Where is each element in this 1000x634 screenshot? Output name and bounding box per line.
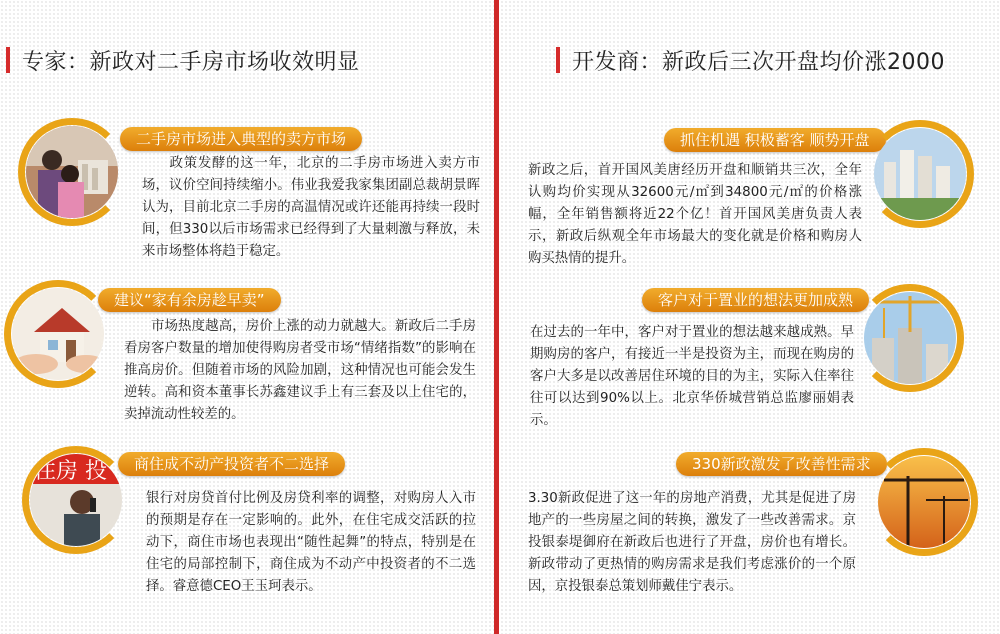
man-on-phone-photo (30, 454, 122, 546)
left-column (0, 0, 494, 634)
left-heading (6, 46, 360, 74)
section-body: 银行对房贷首付比例及房贷利率的调整，对购房人入市的预期是存在一定影响的。此外，在住宅成交活跃的拉动下，商住市场也表现出“随性起舞”的特点，特别是在住宅的局部控制下，商住成为不动产中投资者的不二选择。睿意德CEO王玉珂表示。 (146, 491, 476, 594)
section-body: 3.30新政促进了这一年的房地产消费，尤其是促进了房地产的一些房屋之间的转换，激发了一些改善需求。京投银泰堤御府在新政后也进行了开盘，房价也有增长。新政带动了更热情的购房需求是我们考虑涨价的一个原因，京投银泰总策划师戴佳宁表示。 (528, 491, 856, 594)
section-body: 在过去的一年中，客户对于置业的想法越来越成熟。早期购房的客户，有接近一半是投资为主，而现在购房的客户大多是以改善居住环境的目的为主，实际入住率往往可以达到90%以上。北京华侨城营销总监廖丽娟表示。 (530, 325, 854, 428)
section-tag: 330新政激发了改善性需求 (676, 452, 887, 476)
residential-towers-photo (874, 128, 966, 220)
section-body: 政策发酵的这一年，北京的二手房市场进入卖方市场，议价空间持续缩小。伟业我爱我家集团副总裁胡景晖认为，目前北京二手房的高温情况或许还能再持续一段时间，但330以后市场需求已经得到了大量刺激与释放，未来市场整体将趋于稳定。 (142, 156, 480, 259)
hands-holding-house-photo (12, 288, 104, 380)
sunset-crane-photo (878, 456, 970, 548)
section-tag: 二手房市场进入典型的卖方市场 (120, 127, 362, 151)
right-title: 开发商：新政后三次开盘均价涨2000 (572, 49, 945, 75)
section-tag: 抓住机遇 积极蓄客 顺势开盘 (664, 128, 886, 152)
left-title: 专家：新政对二手房市场收效明显 (22, 49, 360, 75)
right-column (500, 0, 1000, 634)
right-heading (556, 46, 945, 74)
heading-accent-bar (6, 47, 10, 73)
section-tag: 客户对于置业的想法更加成熟 (642, 288, 869, 312)
section-tag: 建议“家有余房趁早卖” (98, 288, 281, 312)
center-divider (494, 0, 499, 634)
construction-cranes-photo (864, 292, 956, 384)
section-body: 新政之后，首开国风美唐经历开盘和顺销共三次，全年认购均价实现从32600元/㎡到34800元/㎡的价格涨幅，全年销售额将近22个亿！首开国风美唐负责人表示，新政后纵观全年市场最大的变化就是价格和购房人购买热情的提升。 (528, 163, 862, 266)
section-body: 市场热度越高，房价上涨的动力就越大。新政后二手房看房客户数量的增加使得购房者受市场“情绪指数”的影响在推高房价。但随着市场的风险加剧，这种情况也可能会发生逆转。高和资本董事长苏鑫建议手上有三套及以上住宅的，卖掉流动性较差的。 (124, 319, 476, 422)
heading-accent-bar (556, 47, 560, 73)
section-tag: 商住成不动产投资者不二选择 (118, 452, 345, 476)
storefront-sign: 住房 投 (34, 459, 107, 484)
couple-viewing-house-model-photo (26, 126, 118, 218)
